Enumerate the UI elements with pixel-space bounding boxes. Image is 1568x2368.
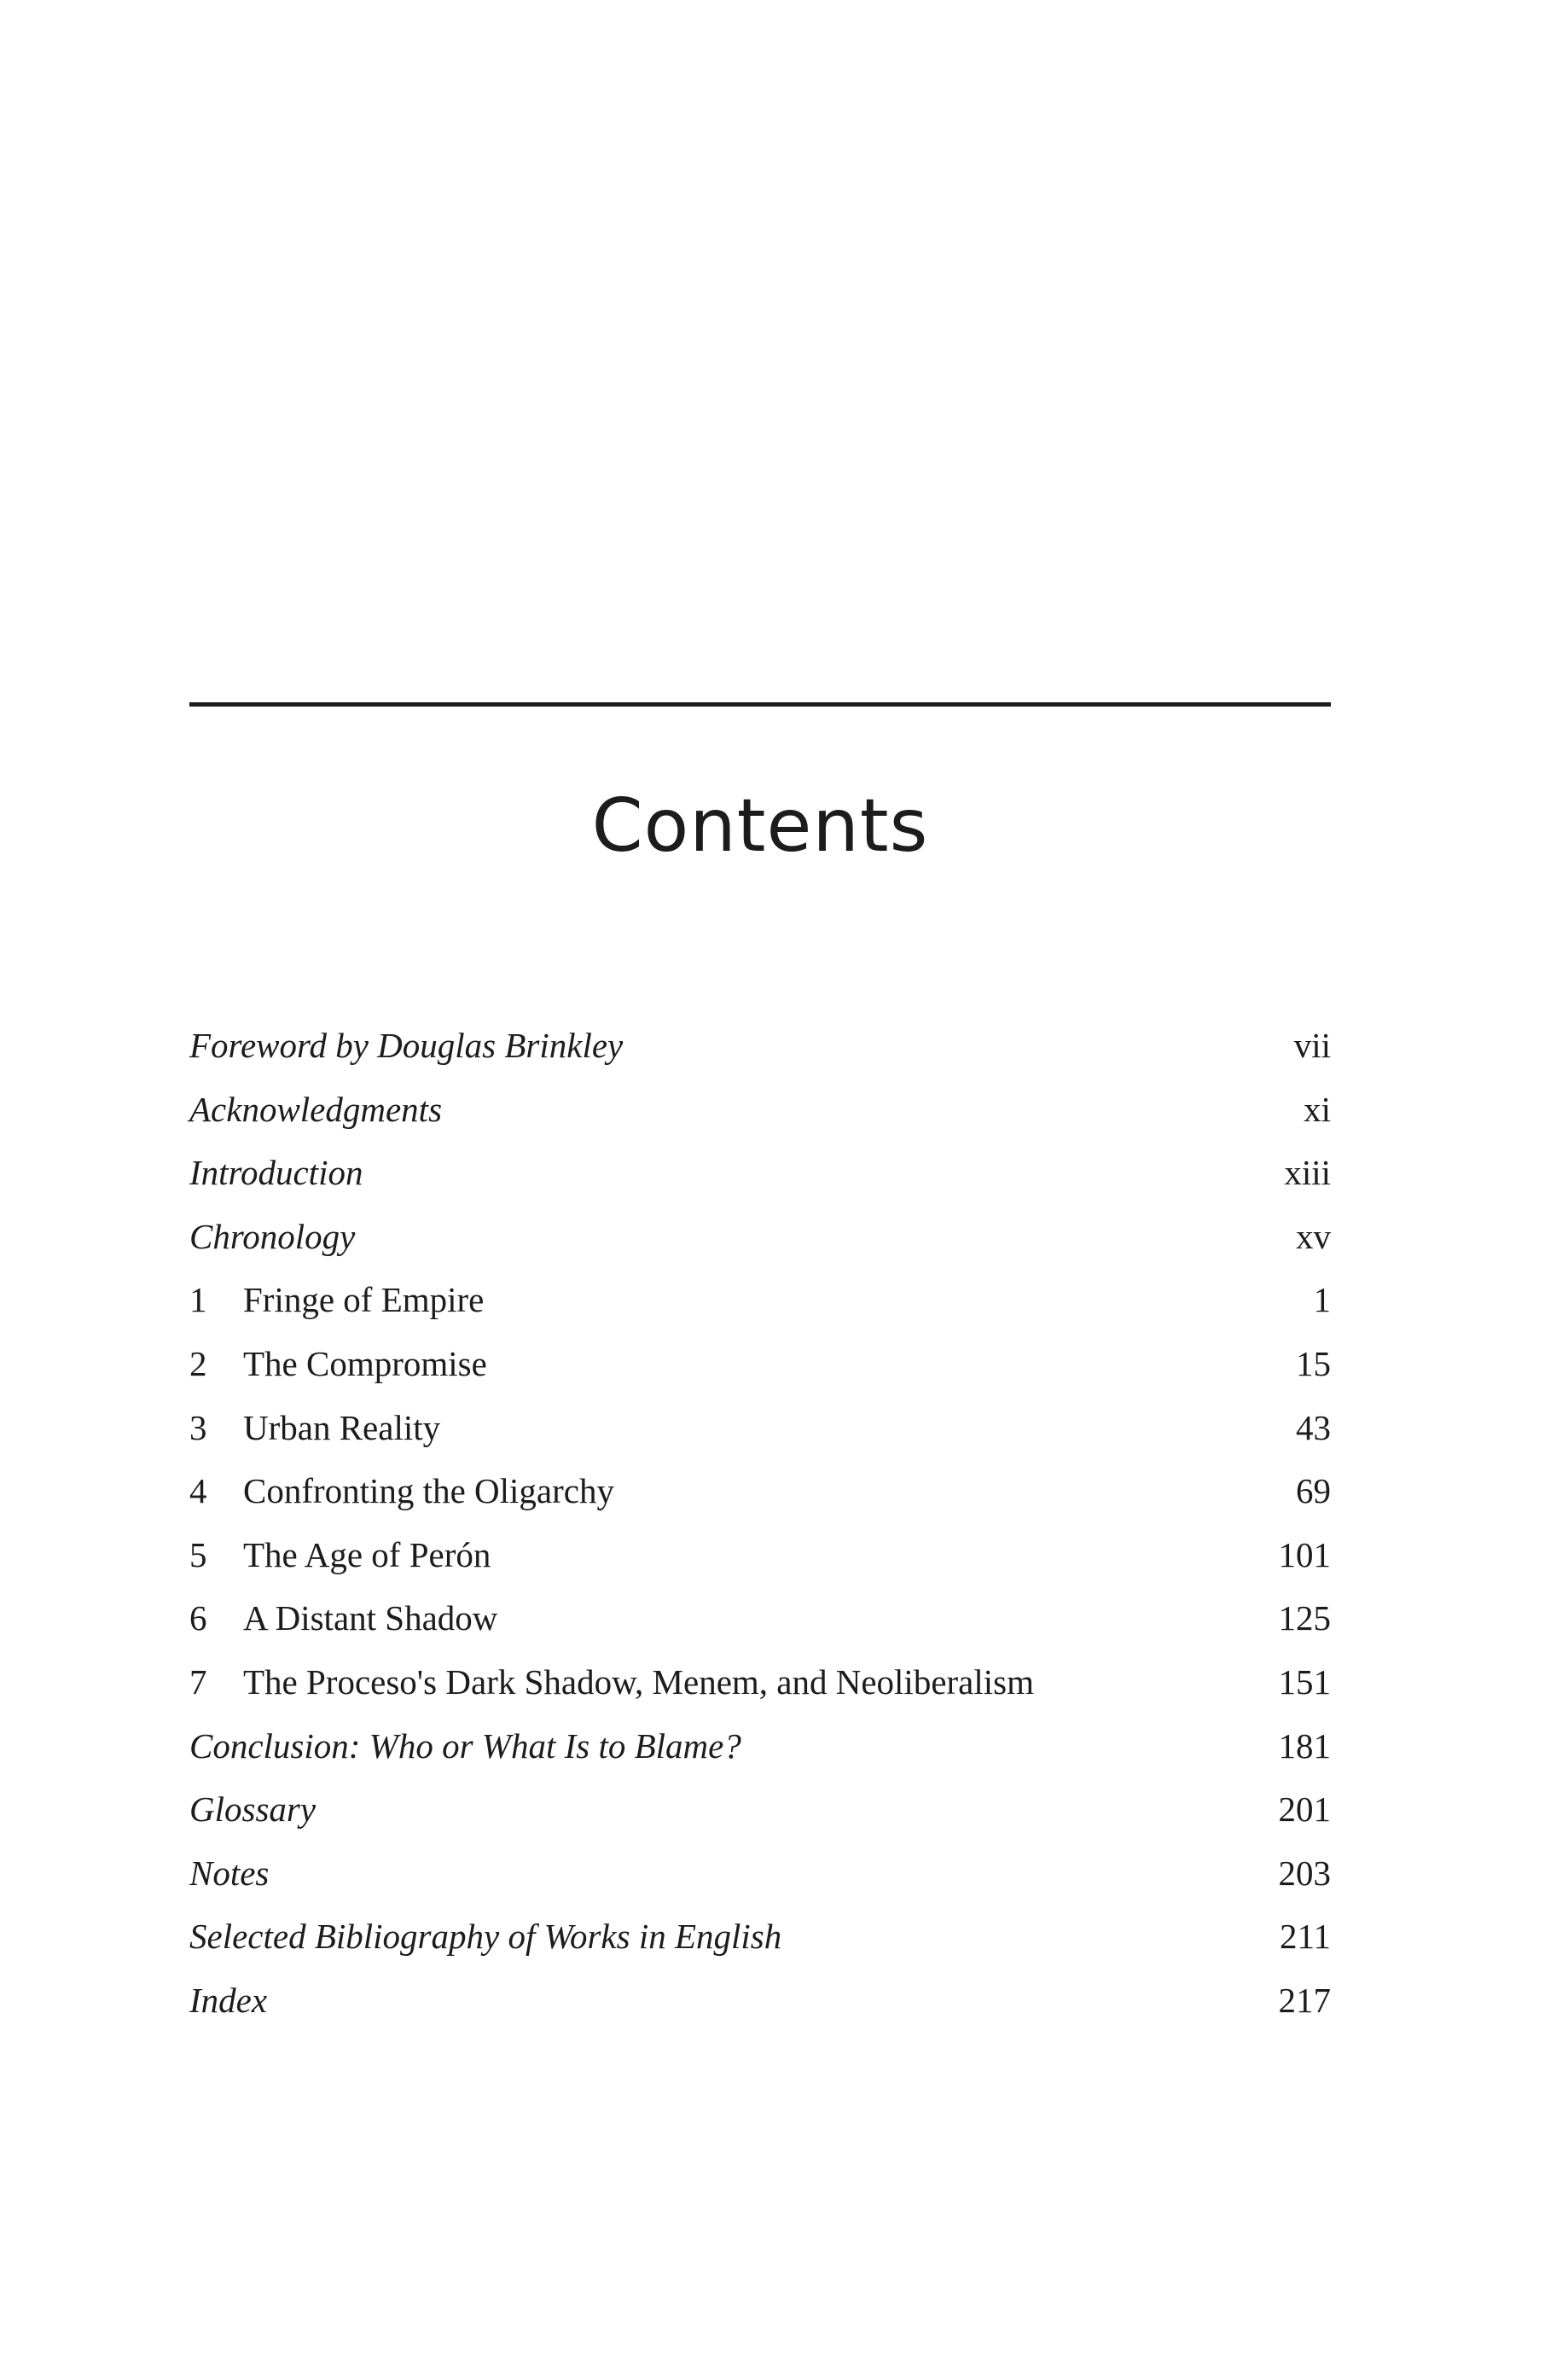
entry-title: Selected Bibliography of Works in English [189, 1917, 782, 1957]
page-number: 69 [1296, 1471, 1331, 1511]
toc-entry [189, 1523, 1331, 1587]
entry-title: Index [189, 1980, 268, 2020]
entry-title: Fringe of Empire [243, 1280, 485, 1320]
page-number: 15 [1296, 1343, 1331, 1383]
page-number: 211 [1280, 1917, 1331, 1957]
page-number: 203 [1278, 1853, 1331, 1893]
page-number: xi [1304, 1089, 1331, 1129]
entry-title: Confronting the Oligarchy [243, 1471, 614, 1511]
entry-title: Urban Reality [243, 1407, 441, 1447]
entry-title: The Age of Perón [243, 1534, 491, 1574]
toc-entry [189, 1969, 1331, 2033]
page-number: vii [1293, 1026, 1331, 1065]
page-number: 217 [1278, 1980, 1331, 2020]
toc-entry [189, 1905, 1331, 1969]
chapter-number: 5 [189, 1534, 207, 1574]
chapter-number: 4 [189, 1471, 207, 1511]
entry-title: Chronology [189, 1216, 356, 1256]
entry-title: A Distant Shadow [243, 1598, 498, 1638]
toc-entry [189, 1714, 1331, 1778]
chapter-number: 6 [189, 1598, 207, 1638]
chapter-number: 1 [189, 1280, 207, 1320]
title-rule [189, 702, 1331, 707]
toc-entry [189, 1777, 1331, 1841]
chapter-number: 7 [189, 1661, 207, 1702]
entry-title: Acknowledgments [189, 1089, 443, 1129]
toc-entry [189, 1650, 1331, 1714]
page-number: 101 [1278, 1534, 1331, 1574]
page-title: Contents [591, 783, 929, 869]
toc-entry [189, 1841, 1331, 1905]
toc-entry [189, 1205, 1331, 1269]
entry-title: Conclusion: Who or What Is to Blame? [189, 1725, 741, 1766]
toc-entry [189, 1268, 1331, 1332]
toc-entry [189, 1332, 1331, 1396]
toc-entry [189, 1078, 1331, 1142]
toc-entry [189, 1459, 1331, 1523]
page-number: 125 [1278, 1598, 1331, 1638]
page-number: 181 [1278, 1725, 1331, 1766]
page-number: 43 [1296, 1407, 1331, 1447]
page-number: xiii [1284, 1153, 1331, 1193]
entry-title: Notes [189, 1853, 270, 1893]
chapter-number: 3 [189, 1407, 207, 1447]
toc-entry [189, 1014, 1331, 1078]
page-number: 201 [1278, 1789, 1331, 1830]
entry-title: The Compromise [243, 1343, 487, 1383]
page-number: xv [1296, 1216, 1331, 1256]
entry-title: Glossary [189, 1789, 317, 1830]
entry-title: Introduction [189, 1153, 363, 1193]
chapter-number: 2 [189, 1343, 207, 1383]
page-number: 1 [1313, 1280, 1331, 1320]
page-number: 151 [1278, 1661, 1331, 1702]
toc-entry [189, 1141, 1331, 1205]
toc-entry [189, 1396, 1331, 1460]
entry-title: Foreword by Douglas Brinkley [189, 1026, 624, 1065]
toc-entry [189, 1586, 1331, 1650]
entry-title: The Proceso's Dark Shadow, Menem, and Neoliberalism [243, 1661, 1035, 1702]
table-of-contents [189, 1014, 1331, 2033]
